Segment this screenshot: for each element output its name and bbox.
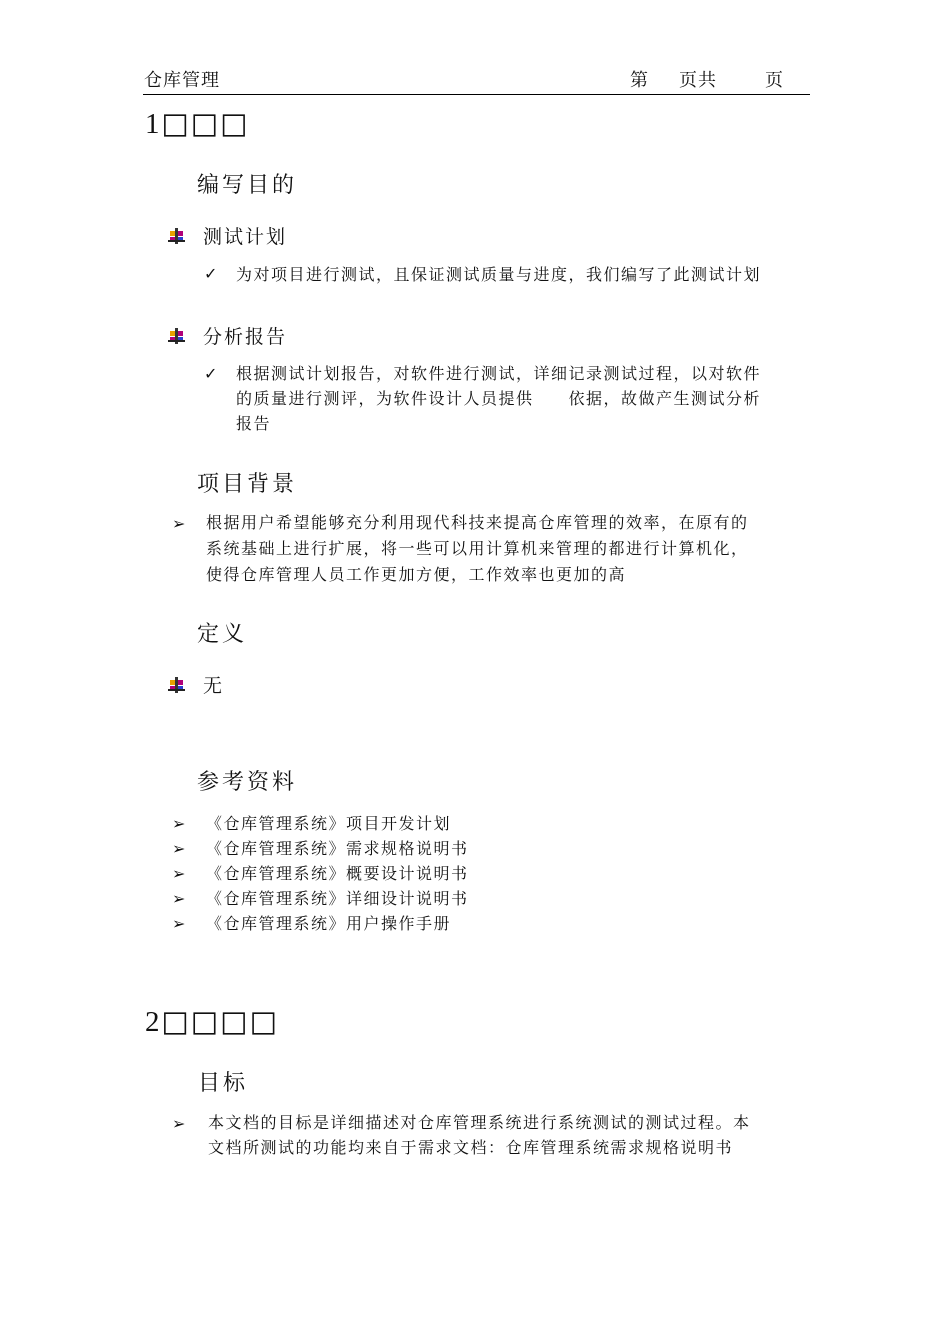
goal-line-1: 本文档的目标是详细描述对仓库管理系统进行系统测试的测试过程。本 xyxy=(208,1113,751,1132)
section-2-heading xyxy=(145,1004,279,1039)
arrow-bullet-icon: ➢ xyxy=(172,889,186,908)
analysis-report-line-2: 的质量进行测评，为软件设计人员提供 依据，故做产生测试分析 xyxy=(236,389,762,408)
arrow-bullet-icon: ➢ xyxy=(172,839,186,858)
analysis-report-line-3: 报告 xyxy=(236,414,272,433)
background-line-3: 使得仓库管理人员工作更加方便，工作效率也更加的高 xyxy=(206,565,627,584)
analysis-report-label: 分析报告 xyxy=(203,326,288,348)
purpose-heading: 编写目的 xyxy=(197,173,298,198)
ms-flag-bullet-icon xyxy=(168,228,184,244)
reference-item: 《仓库管理系统》需求规格说明书 xyxy=(206,839,469,858)
ms-flag-bullet-icon xyxy=(168,328,184,344)
background-line-2: 系统基础上进行扩展，将一些可以用计算机来管理的都进行计算机化， xyxy=(206,539,749,558)
background-heading: 项目背景 xyxy=(197,472,298,497)
arrow-bullet-icon: ➢ xyxy=(172,1114,186,1133)
definition-item: 无 xyxy=(203,675,225,697)
header-page-label-1: 第 xyxy=(630,70,649,91)
section-1-title: □□□ xyxy=(161,106,250,140)
definition-heading: 定义 xyxy=(197,622,248,647)
reference-item: 《仓库管理系统》项目开发计划 xyxy=(206,814,452,833)
goal-heading: 目标 xyxy=(198,1071,249,1096)
section-1-heading xyxy=(145,106,250,141)
reference-item: 《仓库管理系统》用户操作手册 xyxy=(206,914,452,933)
check-icon: ✓ xyxy=(204,364,218,383)
arrow-bullet-icon: ➢ xyxy=(172,914,186,933)
ms-flag-bullet-icon xyxy=(168,677,184,693)
test-plan-label: 测试计划 xyxy=(203,226,288,248)
background-line-1: 根据用户希望能够充分利用现代科技来提高仓库管理的效率，在原有的 xyxy=(206,513,749,532)
arrow-bullet-icon: ➢ xyxy=(172,864,186,883)
header-rule xyxy=(143,94,810,95)
references-heading: 参考资料 xyxy=(197,770,298,795)
reference-item: 《仓库管理系统》概要设计说明书 xyxy=(206,864,469,883)
goal-line-2: 文档所测试的功能均来自于需求文档：仓库管理系统需求规格说明书 xyxy=(208,1138,734,1157)
analysis-report-line-1: 根据测试计划报告，对软件进行测试，详细记录测试过程，以对软件 xyxy=(236,364,762,383)
header-title: 仓库管理 xyxy=(144,70,220,91)
arrow-bullet-icon: ➢ xyxy=(172,514,186,533)
check-icon: ✓ xyxy=(204,264,218,283)
section-1-number: 1 xyxy=(145,108,162,140)
arrow-bullet-icon: ➢ xyxy=(172,814,186,833)
header-page-label-3: 页 xyxy=(765,70,784,91)
section-2-title: □□□□ xyxy=(161,1004,280,1038)
header-page-label-2: 页共 xyxy=(679,70,717,91)
reference-item: 《仓库管理系统》详细设计说明书 xyxy=(206,889,469,908)
test-plan-text: 为对项目进行测试，且保证测试质量与进度，我们编写了此测试计划 xyxy=(236,265,762,284)
section-2-number: 2 xyxy=(145,1006,162,1038)
